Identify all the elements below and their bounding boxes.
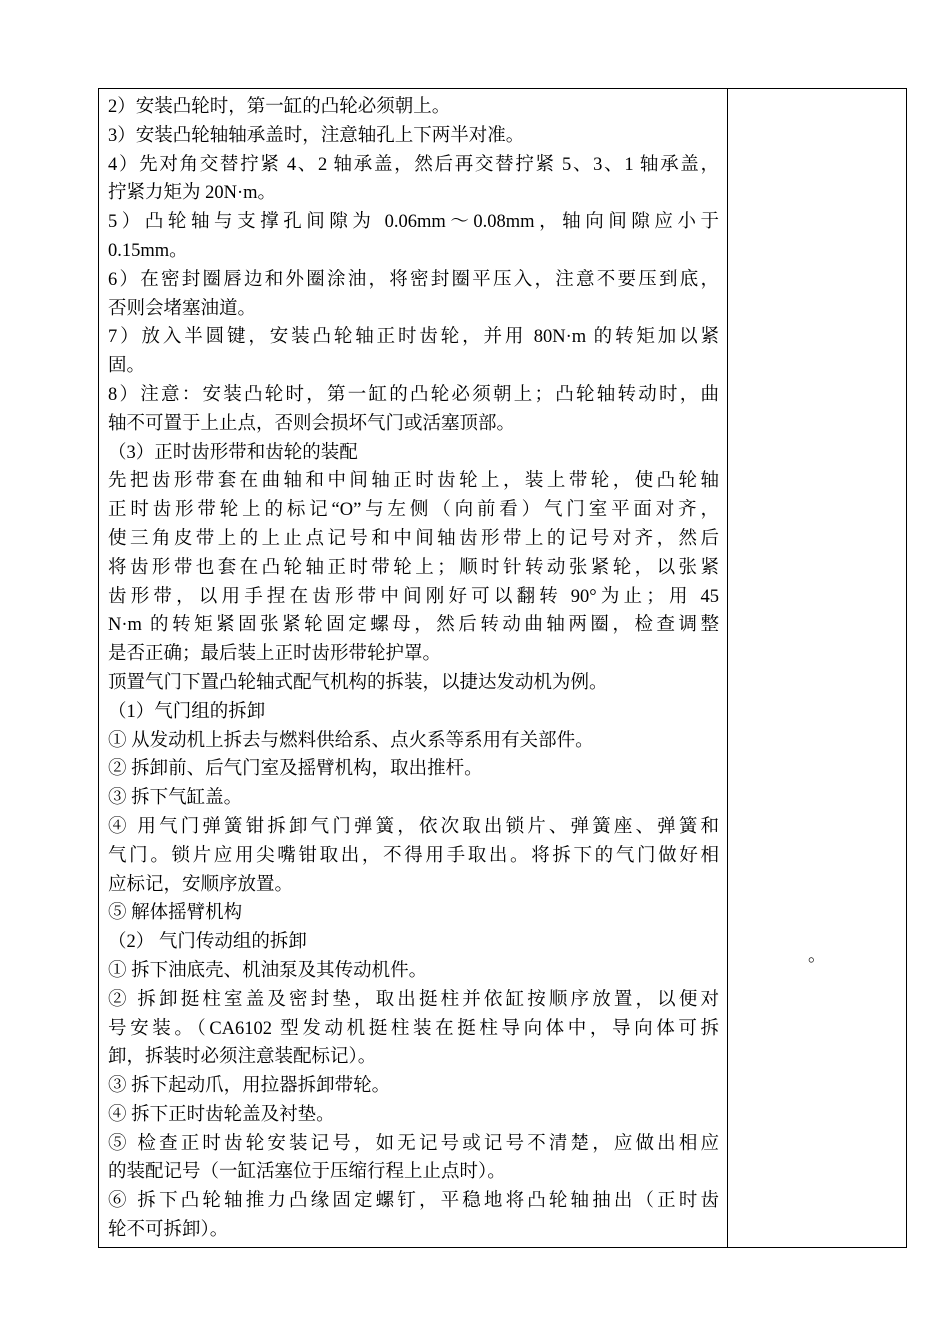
text-line: 4）先对角交替拧紧 4、2 轴承盖，然后再交替拧紧 5、3、1 轴承盖，	[108, 154, 719, 175]
text-line: ⑥ 拆下凸轮轴推力凸缘固定螺钉，平稳地将凸轮轴抽出（正时齿	[108, 1191, 719, 1212]
text-line: 的装配记号（一缸活塞位于压缩行程上止点时）。	[108, 1162, 506, 1183]
text-line: 齿形带，以用手捏在齿形带中间刚好可以翻转 90°为止；用 45	[108, 586, 719, 607]
text-line: 6）在密封圈唇边和外圈涂油，将密封圈平压入，注意不要压到底，	[108, 269, 719, 290]
text-line: ④ 拆下正时齿轮盖及衬垫。	[108, 1104, 335, 1125]
text-line: 使三角皮带上的上止点记号和中间轴齿形带上的记号对齐，然后	[108, 528, 719, 549]
text-line: （3）正时齿形带和齿轮的装配	[108, 442, 358, 463]
text-line: （1）气门组的拆卸	[108, 701, 266, 722]
text-line: 2）安装凸轮时，第一缸的凸轮必须朝上。	[108, 97, 451, 117]
table-row	[99, 89, 907, 1248]
text-line: 先把齿形带套在曲轴和中间轴正时齿轮上，装上带轮，使凸轮轴	[108, 471, 719, 492]
text-line: 0.15mm。	[108, 240, 188, 261]
text-line: 号安装。（CA6102 型发动机挺柱装在挺柱导向体中，导向体可拆	[108, 1018, 719, 1039]
text-line: ③ 拆下气缸盖。	[108, 788, 243, 809]
text-line: 固。	[108, 356, 146, 377]
text-line: N·m 的转矩紧固张紧轮固定螺母，然后转动曲轴两圈，检查调整	[108, 615, 719, 636]
text-line: 3）安装凸轮轴轴承盖时，注意轴孔上下两半对准。	[108, 125, 525, 146]
side-mark: 。	[808, 945, 826, 965]
text-line: 是否正确；最后装上正时齿形带轮护罩。	[108, 644, 442, 665]
text-line: 正时齿形带轮上的标记“O”与左侧（向前看）气门室平面对齐，	[108, 500, 719, 521]
text-line: 气门。锁片应用尖嘴钳取出，不得用手取出。将拆下的气门做好相	[108, 845, 719, 866]
text-line: 8）注意：安装凸轮时，第一缸的凸轮必须朝上；凸轮轴转动时，曲	[108, 384, 719, 405]
text-line: 卸，拆装时必须注意装配标记）。	[108, 1047, 377, 1068]
text-line: （2） 气门传动组的拆卸	[108, 932, 307, 953]
side-cell	[728, 89, 907, 1248]
text-line: ⑤ 解体摇臂机构	[108, 903, 243, 924]
text-line: ③ 拆下起动爪，用拉器拆卸带轮。	[108, 1076, 391, 1097]
text-line: ④ 用气门弹簧钳拆卸气门弹簧，依次取出锁片、弹簧座、弹簧和	[108, 816, 719, 837]
text-line: 7）放入半圆键，安装凸轮轴正时齿轮，并用 80N·m 的转矩加以紧	[108, 327, 719, 348]
text-line: ① 拆下油底壳、机油泵及其传动机件。	[108, 960, 428, 981]
text-line: 将齿形带也套在凸轮轴正时带轮上；顺时针转动张紧轮，以张紧	[108, 557, 719, 578]
text-line: ⑤ 检查正时齿轮安装记号，如无记号或记号不清楚，应做出相应	[108, 1133, 719, 1154]
text-line: 顶置气门下置凸轮轴式配气机构的拆装，以捷达发动机为例。	[108, 672, 608, 693]
text-line: 应标记，安顺序放置。	[108, 874, 294, 895]
text-line: 5）凸轮轴与支撑孔间隙为 0.06mm～0.08mm，轴向间隙应小于	[108, 212, 719, 233]
text-line: ① 从发动机上拆去与燃料供给系、点火系等系用有关部件。	[108, 730, 594, 751]
text-line: ② 拆卸前、后气门室及摇臂机构，取出推杆。	[108, 759, 483, 780]
text-line: 轮不可拆卸）。	[108, 1220, 229, 1241]
content-table	[98, 88, 907, 1248]
text-line: 轴不可置于上止点，否则会损坏气门或活塞顶部。	[108, 413, 516, 434]
text-line: 否则会堵塞油道。	[108, 298, 257, 319]
text-line: 拧紧力矩为 20N·m。	[108, 183, 277, 204]
text-line: ② 拆卸挺柱室盖及密封垫，取出挺柱并依缸按顺序放置，以便对	[108, 989, 719, 1010]
text-body	[99, 89, 727, 1247]
main-text-cell	[99, 89, 728, 1248]
